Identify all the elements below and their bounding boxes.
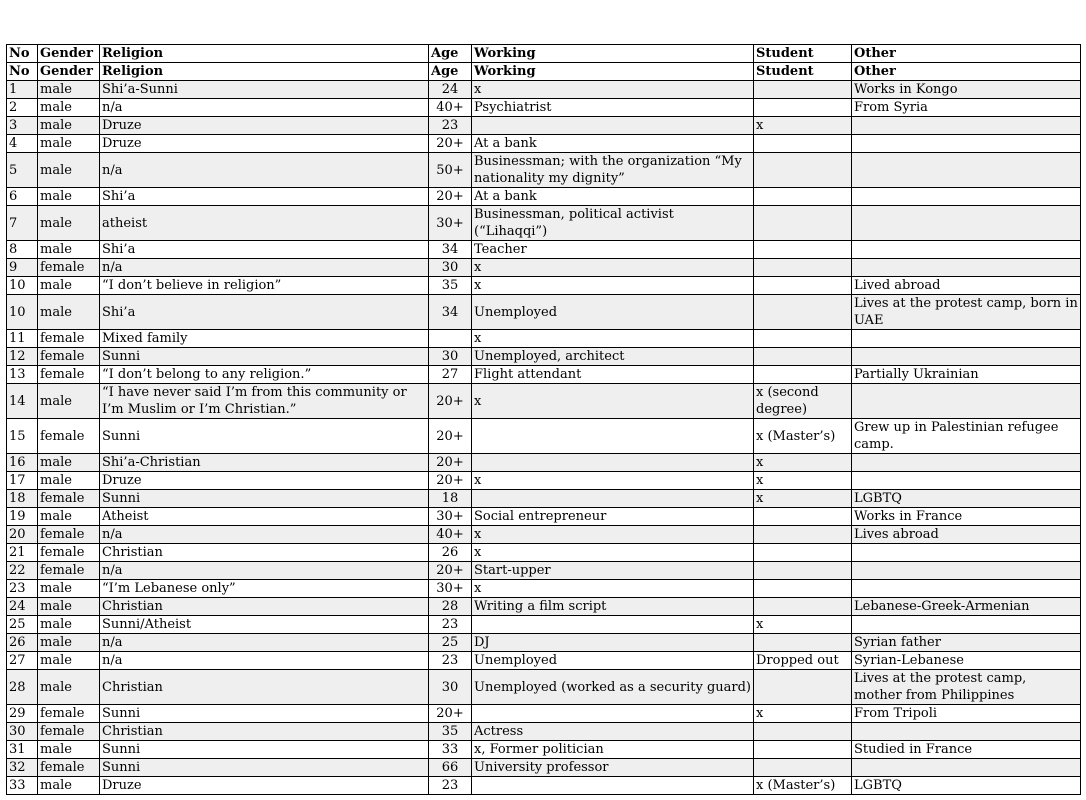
cell-gender: male <box>38 241 100 259</box>
cell-gender: male <box>38 670 100 705</box>
cell-age: 30 <box>429 670 472 705</box>
cell-age: 35 <box>429 277 472 295</box>
cell-student <box>754 99 852 117</box>
cell-religion: atheist <box>100 206 429 241</box>
cell-working: Unemployed (worked as a security guard) <box>472 670 754 705</box>
cell-no: 7 <box>7 206 38 241</box>
cell-working: Unemployed <box>472 652 754 670</box>
cell-no: 30 <box>7 723 38 741</box>
cell-no: 2 <box>7 99 38 117</box>
cell-gender: male <box>38 206 100 241</box>
cell-age: 20+ <box>429 472 472 490</box>
cell-religion: Sunni <box>100 419 429 454</box>
table-row <box>7 295 1081 330</box>
cell-religion: “I don’t belong to any religion.” <box>100 366 429 384</box>
cell-age: 33 <box>429 741 472 759</box>
cell-student <box>754 188 852 206</box>
cell-other: Syrian father <box>852 634 1081 652</box>
cell-other <box>852 241 1081 259</box>
participants-table-container <box>6 44 1080 795</box>
header-working: Working <box>472 63 754 81</box>
table-row <box>7 526 1081 544</box>
cell-gender: male <box>38 384 100 419</box>
cell-age: 40+ <box>429 526 472 544</box>
cell-no: 9 <box>7 259 38 277</box>
cell-no: 16 <box>7 454 38 472</box>
cell-age: 18 <box>429 490 472 508</box>
cell-age: 28 <box>429 598 472 616</box>
cell-working: Unemployed <box>472 295 754 330</box>
table-row <box>7 81 1081 99</box>
cell-age: 66 <box>429 759 472 777</box>
cell-age: 23 <box>429 777 472 795</box>
cell-student <box>754 206 852 241</box>
table-row <box>7 366 1081 384</box>
cell-gender: male <box>38 153 100 188</box>
cell-gender: male <box>38 598 100 616</box>
cell-student <box>754 241 852 259</box>
cell-gender: male <box>38 777 100 795</box>
table-row <box>7 259 1081 277</box>
cell-age: 40+ <box>429 99 472 117</box>
table-header <box>7 45 1081 81</box>
cell-gender: male <box>38 135 100 153</box>
cell-other <box>852 330 1081 348</box>
cell-age: 20+ <box>429 188 472 206</box>
cell-gender: female <box>38 419 100 454</box>
cell-age: 23 <box>429 616 472 634</box>
cell-no: 33 <box>7 777 38 795</box>
cell-age: 20+ <box>429 384 472 419</box>
cell-working <box>472 454 754 472</box>
cell-student: x <box>754 472 852 490</box>
cell-student <box>754 741 852 759</box>
cell-no: 21 <box>7 544 38 562</box>
cell-student: x <box>754 490 852 508</box>
cell-religion: Shi’a <box>100 188 429 206</box>
cell-gender: female <box>38 723 100 741</box>
table-row <box>7 562 1081 580</box>
table-row <box>7 472 1081 490</box>
cell-student <box>754 135 852 153</box>
cell-age: 23 <box>429 652 472 670</box>
cell-working: x <box>472 580 754 598</box>
table-row <box>7 741 1081 759</box>
header-no: No <box>7 45 38 63</box>
cell-no: 27 <box>7 652 38 670</box>
cell-religion: n/a <box>100 634 429 652</box>
cell-no: 6 <box>7 188 38 206</box>
cell-religion: n/a <box>100 153 429 188</box>
cell-other <box>852 188 1081 206</box>
cell-religion: n/a <box>100 99 429 117</box>
cell-working: Actress <box>472 723 754 741</box>
cell-religion: Sunni <box>100 759 429 777</box>
table-row <box>7 580 1081 598</box>
cell-other: Lives abroad <box>852 526 1081 544</box>
cell-age: 20+ <box>429 135 472 153</box>
participants-table <box>6 44 1081 795</box>
table-row <box>7 705 1081 723</box>
cell-student <box>754 580 852 598</box>
cell-religion: n/a <box>100 652 429 670</box>
cell-other <box>852 580 1081 598</box>
cell-age: 25 <box>429 634 472 652</box>
cell-student: Dropped out <box>754 652 852 670</box>
cell-student <box>754 259 852 277</box>
cell-age: 30+ <box>429 508 472 526</box>
cell-student <box>754 759 852 777</box>
cell-student <box>754 153 852 188</box>
cell-gender: male <box>38 472 100 490</box>
cell-no: 19 <box>7 508 38 526</box>
cell-gender: male <box>38 741 100 759</box>
cell-working: x <box>472 544 754 562</box>
cell-working <box>472 616 754 634</box>
cell-gender: male <box>38 295 100 330</box>
cell-no: 12 <box>7 348 38 366</box>
cell-student <box>754 598 852 616</box>
cell-student <box>754 508 852 526</box>
header-religion: Religion <box>100 63 429 81</box>
cell-other <box>852 759 1081 777</box>
cell-other <box>852 206 1081 241</box>
cell-age: 30+ <box>429 206 472 241</box>
cell-religion: Atheist <box>100 508 429 526</box>
cell-student <box>754 544 852 562</box>
table-row <box>7 670 1081 705</box>
cell-other: Lives at the protest camp, mother from Philippines <box>852 670 1081 705</box>
cell-no: 10 <box>7 295 38 330</box>
header-religion: Religion <box>100 45 429 63</box>
cell-religion: Christian <box>100 544 429 562</box>
cell-religion: Christian <box>100 670 429 705</box>
cell-working: At a bank <box>472 135 754 153</box>
cell-no: 23 <box>7 580 38 598</box>
cell-no: 1 <box>7 81 38 99</box>
header-age: Age <box>429 45 472 63</box>
cell-age: 35 <box>429 723 472 741</box>
cell-other: From Tripoli <box>852 705 1081 723</box>
header-other: Other <box>852 45 1081 63</box>
cell-student <box>754 670 852 705</box>
cell-working: Teacher <box>472 241 754 259</box>
cell-other: Works in France <box>852 508 1081 526</box>
cell-student <box>754 348 852 366</box>
cell-student: x (second degree) <box>754 384 852 419</box>
table-row <box>7 241 1081 259</box>
cell-other: Grew up in Palestinian refugee camp. <box>852 419 1081 454</box>
cell-gender: male <box>38 277 100 295</box>
cell-other: Partially Ukrainian <box>852 366 1081 384</box>
table-row <box>7 419 1081 454</box>
cell-student: x (Master’s) <box>754 419 852 454</box>
cell-age: 30 <box>429 348 472 366</box>
cell-other <box>852 723 1081 741</box>
cell-religion: Sunni <box>100 490 429 508</box>
cell-gender: female <box>38 759 100 777</box>
cell-working: x <box>472 277 754 295</box>
cell-gender: female <box>38 562 100 580</box>
cell-no: 22 <box>7 562 38 580</box>
cell-other <box>852 454 1081 472</box>
cell-age: 34 <box>429 295 472 330</box>
table-row <box>7 135 1081 153</box>
cell-gender: female <box>38 490 100 508</box>
table-row <box>7 330 1081 348</box>
table-row <box>7 117 1081 135</box>
cell-gender: male <box>38 580 100 598</box>
cell-religion: Sunni <box>100 705 429 723</box>
header-row <box>7 45 1081 63</box>
cell-working: At a bank <box>472 188 754 206</box>
table-body <box>7 81 1081 795</box>
table-row <box>7 206 1081 241</box>
table-row <box>7 454 1081 472</box>
header-gender: Gender <box>38 45 100 63</box>
table-row <box>7 598 1081 616</box>
cell-religion: n/a <box>100 259 429 277</box>
cell-religion: “I don’t believe in religion” <box>100 277 429 295</box>
cell-working <box>472 705 754 723</box>
cell-gender: female <box>38 544 100 562</box>
cell-other <box>852 472 1081 490</box>
cell-religion: Druze <box>100 117 429 135</box>
cell-working: x <box>472 384 754 419</box>
cell-working: University professor <box>472 759 754 777</box>
header-row-repeat <box>7 63 1081 81</box>
cell-religion: “I’m Lebanese only” <box>100 580 429 598</box>
header-age: Age <box>429 63 472 81</box>
cell-other <box>852 153 1081 188</box>
cell-age: 30+ <box>429 580 472 598</box>
cell-age: 20+ <box>429 419 472 454</box>
cell-student: x <box>754 117 852 135</box>
cell-student: x <box>754 705 852 723</box>
cell-religion: Sunni <box>100 348 429 366</box>
cell-gender: male <box>38 81 100 99</box>
cell-no: 31 <box>7 741 38 759</box>
table-row <box>7 508 1081 526</box>
cell-other: Lived abroad <box>852 277 1081 295</box>
cell-gender: female <box>38 526 100 544</box>
cell-working: Businessman; with the organization “My nationality my dignity” <box>472 153 754 188</box>
table-row <box>7 723 1081 741</box>
cell-age: 20+ <box>429 454 472 472</box>
cell-other: LGBTQ <box>852 777 1081 795</box>
cell-gender: male <box>38 652 100 670</box>
cell-other: From Syria <box>852 99 1081 117</box>
cell-working: x <box>472 526 754 544</box>
cell-gender: male <box>38 634 100 652</box>
cell-no: 5 <box>7 153 38 188</box>
cell-student <box>754 634 852 652</box>
cell-religion: Christian <box>100 723 429 741</box>
cell-no: 26 <box>7 634 38 652</box>
cell-gender: female <box>38 348 100 366</box>
cell-student <box>754 723 852 741</box>
cell-student <box>754 562 852 580</box>
cell-religion: Druze <box>100 472 429 490</box>
cell-religion: Shi’a <box>100 295 429 330</box>
cell-gender: female <box>38 366 100 384</box>
cell-other <box>852 117 1081 135</box>
table-row <box>7 634 1081 652</box>
header-gender: Gender <box>38 63 100 81</box>
cell-age: 20+ <box>429 705 472 723</box>
cell-no: 28 <box>7 670 38 705</box>
cell-working: Psychiatrist <box>472 99 754 117</box>
cell-gender: male <box>38 508 100 526</box>
cell-working: Social entrepreneur <box>472 508 754 526</box>
cell-no: 18 <box>7 490 38 508</box>
header-student: Student <box>754 45 852 63</box>
cell-no: 20 <box>7 526 38 544</box>
header-other: Other <box>852 63 1081 81</box>
table-row <box>7 153 1081 188</box>
cell-working: x <box>472 472 754 490</box>
header-working: Working <box>472 45 754 63</box>
cell-no: 24 <box>7 598 38 616</box>
table-row <box>7 652 1081 670</box>
cell-age: 30 <box>429 259 472 277</box>
cell-no: 29 <box>7 705 38 723</box>
cell-no: 13 <box>7 366 38 384</box>
table-row <box>7 777 1081 795</box>
cell-gender: female <box>38 705 100 723</box>
cell-working: Businessman, political activist (“Lihaqqi”) <box>472 206 754 241</box>
cell-student <box>754 330 852 348</box>
cell-religion: Shi’a-Christian <box>100 454 429 472</box>
cell-student <box>754 526 852 544</box>
cell-gender: male <box>38 454 100 472</box>
cell-other: Works in Kongo <box>852 81 1081 99</box>
cell-no: 10 <box>7 277 38 295</box>
table-row <box>7 384 1081 419</box>
table-row <box>7 759 1081 777</box>
cell-religion: Shi’a <box>100 241 429 259</box>
cell-other <box>852 616 1081 634</box>
cell-other: Lebanese-Greek-Armenian <box>852 598 1081 616</box>
cell-no: 25 <box>7 616 38 634</box>
cell-no: 4 <box>7 135 38 153</box>
header-no: No <box>7 63 38 81</box>
cell-religion: Christian <box>100 598 429 616</box>
cell-working: x <box>472 330 754 348</box>
cell-working: x <box>472 81 754 99</box>
cell-other <box>852 348 1081 366</box>
cell-working <box>472 777 754 795</box>
table-row <box>7 348 1081 366</box>
cell-other: Syrian-Lebanese <box>852 652 1081 670</box>
cell-religion: n/a <box>100 562 429 580</box>
cell-working <box>472 490 754 508</box>
cell-other <box>852 562 1081 580</box>
cell-religion: n/a <box>100 526 429 544</box>
cell-other: Studied in France <box>852 741 1081 759</box>
cell-other <box>852 259 1081 277</box>
cell-student: x (Master’s) <box>754 777 852 795</box>
cell-gender: male <box>38 117 100 135</box>
cell-religion: Druze <box>100 777 429 795</box>
cell-religion: Sunni/Atheist <box>100 616 429 634</box>
cell-working <box>472 419 754 454</box>
cell-gender: male <box>38 99 100 117</box>
cell-no: 11 <box>7 330 38 348</box>
cell-student <box>754 277 852 295</box>
header-student: Student <box>754 63 852 81</box>
cell-working: Writing a film script <box>472 598 754 616</box>
table-row <box>7 544 1081 562</box>
cell-gender: male <box>38 188 100 206</box>
cell-age: 23 <box>429 117 472 135</box>
table-row <box>7 616 1081 634</box>
cell-no: 8 <box>7 241 38 259</box>
cell-age: 26 <box>429 544 472 562</box>
cell-no: 17 <box>7 472 38 490</box>
cell-other <box>852 384 1081 419</box>
table-row <box>7 188 1081 206</box>
cell-gender: female <box>38 330 100 348</box>
cell-age: 20+ <box>429 562 472 580</box>
cell-working: x, Former politician <box>472 741 754 759</box>
cell-age: 24 <box>429 81 472 99</box>
cell-working: Unemployed, architect <box>472 348 754 366</box>
cell-gender: female <box>38 259 100 277</box>
cell-other <box>852 135 1081 153</box>
cell-student <box>754 81 852 99</box>
cell-working: DJ <box>472 634 754 652</box>
cell-no: 3 <box>7 117 38 135</box>
cell-gender: male <box>38 616 100 634</box>
cell-religion: Shi’a-Sunni <box>100 81 429 99</box>
cell-working: x <box>472 259 754 277</box>
table-row <box>7 277 1081 295</box>
cell-age: 27 <box>429 366 472 384</box>
cell-age <box>429 330 472 348</box>
cell-student <box>754 366 852 384</box>
cell-age: 34 <box>429 241 472 259</box>
cell-student <box>754 295 852 330</box>
cell-no: 14 <box>7 384 38 419</box>
cell-other: Lives at the protest camp, born in UAE <box>852 295 1081 330</box>
cell-student: x <box>754 616 852 634</box>
cell-other: LGBTQ <box>852 490 1081 508</box>
cell-working: Flight attendant <box>472 366 754 384</box>
cell-other <box>852 544 1081 562</box>
cell-no: 15 <box>7 419 38 454</box>
cell-no: 32 <box>7 759 38 777</box>
table-row <box>7 99 1081 117</box>
cell-student: x <box>754 454 852 472</box>
cell-religion: Sunni <box>100 741 429 759</box>
cell-religion: Druze <box>100 135 429 153</box>
cell-religion: “I have never said I’m from this community or I’m Muslim or I’m Christian.” <box>100 384 429 419</box>
table-row <box>7 490 1081 508</box>
cell-religion: Mixed family <box>100 330 429 348</box>
cell-working <box>472 117 754 135</box>
cell-age: 50+ <box>429 153 472 188</box>
cell-working: Start-upper <box>472 562 754 580</box>
